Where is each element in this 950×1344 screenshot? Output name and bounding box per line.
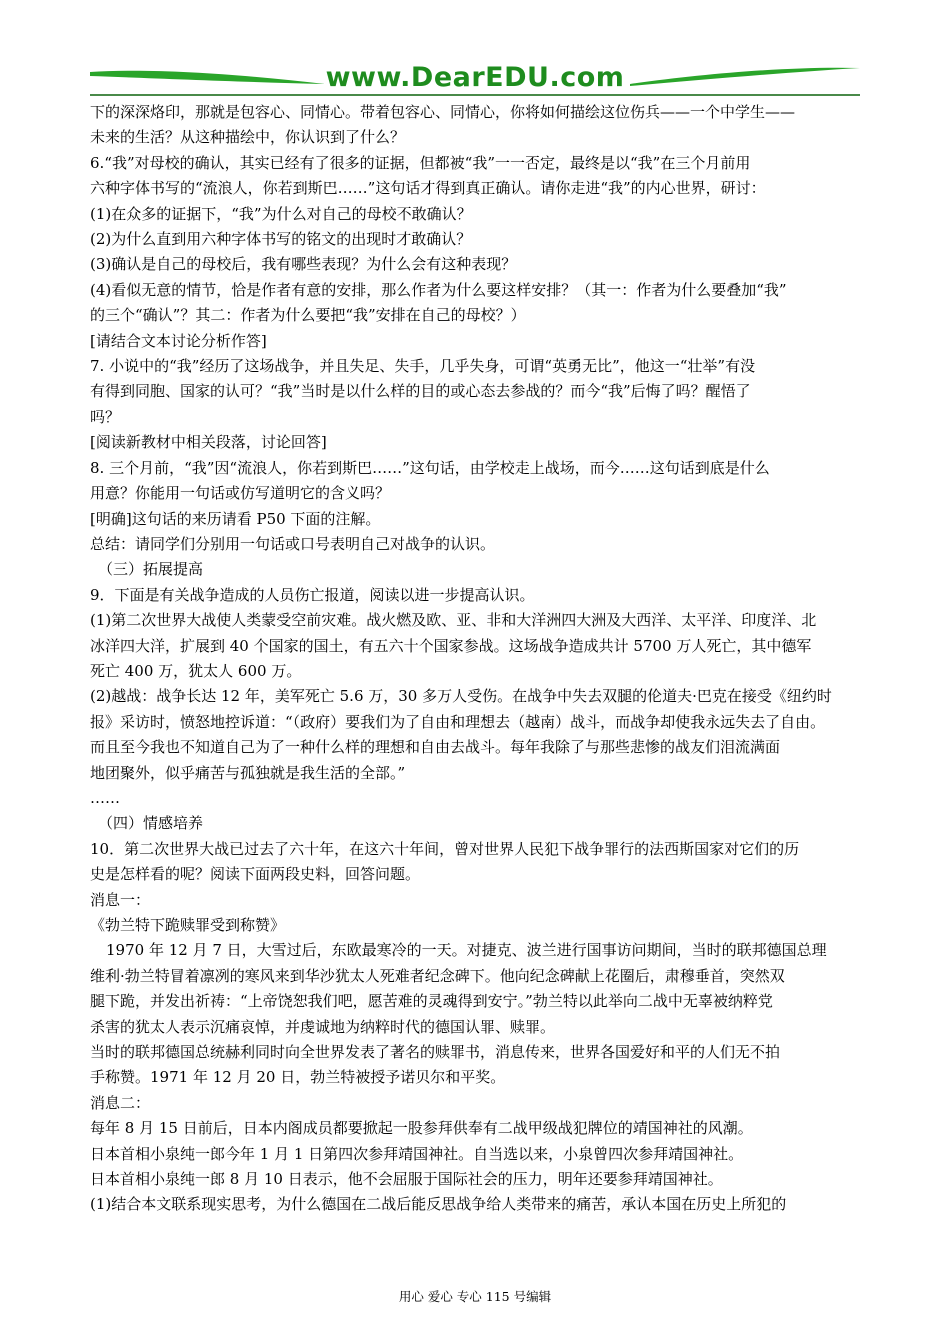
text-line: 下的深深烙印，那就是包容心、同情心。带着包容心、同情心，你将如何描绘这位伤兵——一个中学生—— — [90, 103, 796, 121]
sub-question: (1)第二次世界大战使人类蒙受空前灾难。战火燃及欧、亚、非和大洋洲四大洲及大西洋、太平洋、印度洋、北 — [90, 611, 817, 630]
text-line: 杀害的犹太人表示沉痛哀悼，并虔诚地为纳粹时代的德国认罪、赎罪。 — [90, 1017, 556, 1036]
question-7: 7. 小说中的“我”经历了这场战争，并且失足、失手，几乎失身，可谓“英勇无比”，他这一“壮举”有没 — [90, 357, 756, 376]
site-header-banner — [90, 58, 860, 100]
text-line: 每年 8 月 15 日前后，日本内阁成员都要掀起一股参拜供奉有二战甲级战犯牌位的靖国神社的风潮。 — [90, 1119, 753, 1138]
news-label: 消息一： — [90, 890, 151, 909]
text-line: 维利·勃兰特冒着凛冽的寒风来到华沙犹太人死难者纪念碑下。他向纪念碑献上花圈后，肃穆垂首，突然双 — [90, 966, 785, 985]
instruction-note: [明确]这句话的来历请看 P50 下面的注解。 — [90, 509, 381, 528]
text-line: 报》采访时，愤怒地控诉道：“（政府）要我们为了自由和理想去（越南）战斗，而战争却使我永远失去了自由。 — [90, 712, 826, 731]
text-line: 史是怎样看的呢？阅读下面两段史料，回答问题。 — [90, 865, 421, 884]
text-line: 日本首相小泉纯一郎今年 1 月 1 日第四次参拜靖国神社。自当选以来，小泉曾四次参拜靖国神社。 — [90, 1144, 744, 1163]
sub-question: (2)越战：战争长达 12 年，美军死亡 5.6 万，30 多万人受伤。在战争中失去双腿的伦道夫·巴克在接受《纽约时 — [90, 687, 832, 706]
sub-question: (4)看似无意的情节，恰是作者有意的安排，那么作者为什么要这样安排？（其一：作者为什么要叠加“我” — [90, 280, 787, 299]
instruction-note: [阅读新教材中相关段落，讨论回答] — [90, 433, 327, 452]
sub-question: (1)结合本文联系现实思考，为什么德国在二战后能反思战争给人类带来的痛苦，承认本国在历史上所犯的 — [90, 1195, 787, 1214]
question-8: 8. 三个月前，“我”因“流浪人，你若到斯巴……”这句话，由学校走上战场，而今……这句话到底是什么 — [90, 458, 770, 477]
instruction-note: [请结合文本讨论分析作答] — [90, 331, 267, 350]
text-line: 地团聚外，似乎痛苦与孤独就是我生活的全部。” — [90, 763, 406, 782]
sub-question: (2)为什么直到用六种字体书写的铭文的出现时才敢确认？ — [90, 230, 472, 249]
text-line: 而且至今我也不知道自己为了一种什么样的理想和自由去战斗。每年我除了与那些悲惨的战友们泪流满面 — [90, 738, 781, 757]
text-line: 冰洋四大洋，扩展到 40 个国家的国土，有五六十个国家参战。这场战争造成共计 5700 万人死亡，其中德军 — [90, 636, 812, 655]
text-line: 1970 年 12 月 7 日，大雪过后，东欧最寒冷的一天。对捷克、波兰进行国事访问期间，当时的联邦德国总理 — [106, 941, 827, 960]
text-line: 用意？你能用一句话或仿写道明它的含义吗？ — [90, 484, 391, 503]
sub-question: (1)在众多的证据下，“我”为什么对自己的母校不敢确认？ — [90, 204, 472, 223]
question-9: 9．下面是有关战争造成的人员伤亡报道，阅读以进一步提高认识。 — [90, 585, 535, 604]
text-line: 手称赞。1971 年 12 月 20 日，勃兰特被授予诺贝尔和平奖。 — [90, 1068, 506, 1087]
ellipsis-line: …… — [90, 788, 120, 807]
section-heading: （四）情感培养 — [98, 814, 204, 833]
sub-question: (3)确认是自己的母校后，我有哪些表现？为什么会有这种表现？ — [90, 255, 517, 274]
question-6: 6.“我”对母校的确认，其实已经有了很多的证据，但都被“我”一一否定，最终是以“我”在三个月前用 — [90, 153, 751, 172]
text-line: 当时的联邦德国总统赫利同时向全世界发表了著名的赎罪书，消息传来，世界各国爱好和平的人们无不拍 — [90, 1043, 781, 1062]
text-line: 死亡 400 万，犹太人 600 万。 — [90, 661, 302, 680]
section-heading: （三）拓展提高 — [98, 560, 204, 579]
summary-line: 总结：请同学们分别用一句话或口号表明自己对战争的认识。 — [90, 534, 496, 553]
text-line: 吗？ — [90, 407, 121, 426]
text-line: 未来的生活？从这种描绘中，你认识到了什么？ — [90, 128, 406, 147]
question-10: 10．第二次世界大战已过去了六十年，在这六十年间，曾对世界人民犯下战争罪行的法西斯国家对它们的历 — [90, 839, 800, 858]
text-line: 日本首相小泉纯一郎 8 月 10 日表示，他不会屈服于国际社会的压力，明年还要参拜靖国神社。 — [90, 1170, 723, 1189]
news-label: 消息二： — [90, 1093, 151, 1112]
text-line: 六种字体书写的“流浪人，你若到斯巴……”这句话才得到真正确认。请你走进“我”的内心世界，研讨： — [90, 179, 766, 198]
site-logo[interactable]: www.DearEDU.com — [325, 62, 625, 93]
document-body — [90, 100, 862, 1218]
news-title: 《勃兰特下跪赎罪受到称赞》 — [90, 916, 286, 934]
page-footer: 用心 爱心 专心 115 号编辑 — [398, 1289, 552, 1304]
text-line: 的三个“确认”？其二：作者为什么要把“我”安排在自己的母校？） — [90, 306, 526, 325]
text-line: 腿下跪，并发出祈祷：“上帝饶恕我们吧，愿苦难的灵魂得到安宁。”勃兰特以此举向二战中无辜被纳粹党 — [90, 992, 773, 1011]
text-line: 有得到同胞、国家的认可？“我”当时是以什么样的目的或心态去参战的？而今“我”后悔了吗？醒悟了 — [90, 382, 751, 401]
